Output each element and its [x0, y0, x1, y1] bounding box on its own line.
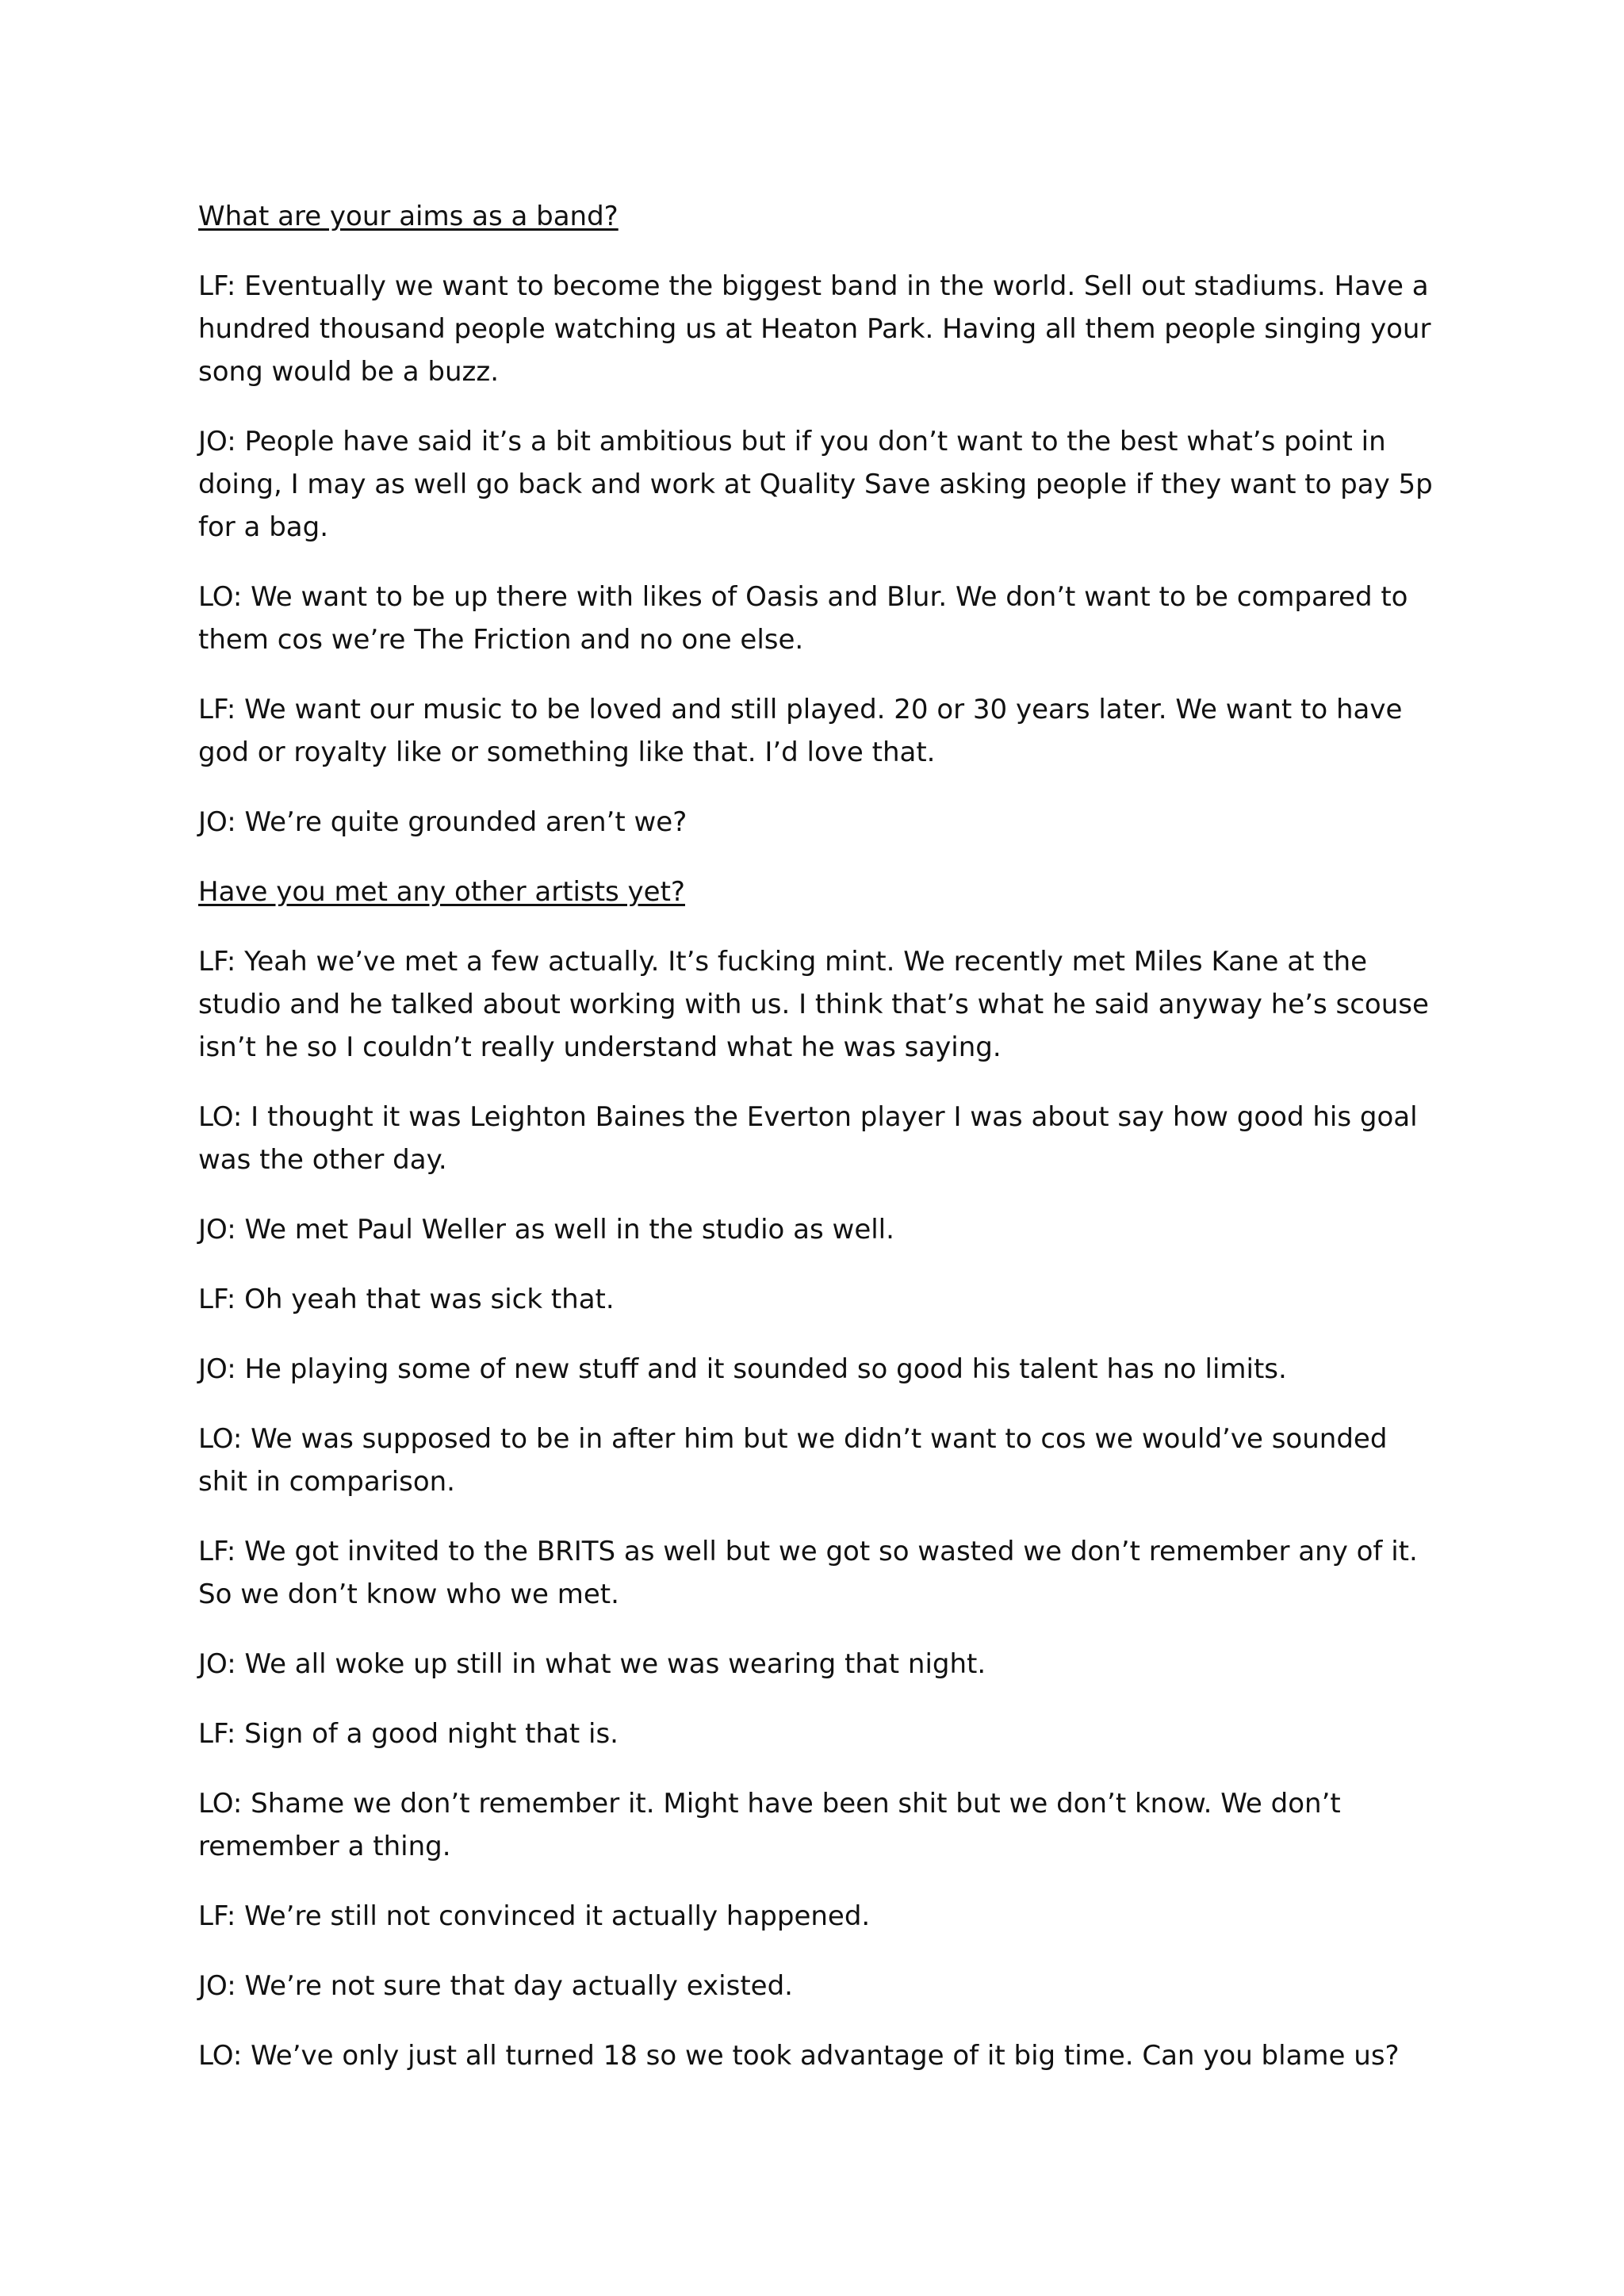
answer-paragraph: LO: We was supposed to be in after him but we didn’t want to cos we would’ve sounded shit in comparison.	[198, 1423, 1388, 1498]
answer-paragraph: LF: We want our music to be loved and still played. 20 or 30 years later. We want to have god or royalty like or something like that. I’d love that.	[198, 694, 1403, 768]
answer-paragraph: LF: Eventually we want to become the biggest band in the world. Sell out stadiums. Have a hundred thousand people watching us at Heaton Park. Having all them people singing your song would be a buzz.	[198, 270, 1431, 388]
answer-paragraph: JO: We’re not sure that day actually existed.	[198, 1970, 793, 2002]
question-heading-aims: What are your aims as a band?	[198, 201, 619, 232]
answer-paragraph: JO: He playing some of new stuff and it sounded so good his talent has no limits.	[198, 1353, 1287, 1385]
answer-paragraph: JO: People have said it’s a bit ambitious but if you don’t want to the best what’s point in doing, I may as well go back and work at Quality Save asking people if they want to pay 5p for a bag.	[198, 426, 1433, 543]
answer-paragraph: LF: We’re still not convinced it actually happened.	[198, 1900, 871, 1932]
answer-paragraph: LO: Shame we don’t remember it. Might have been shit but we don’t know. We don’t remember a thing.	[198, 1788, 1341, 1862]
answer-paragraph: LF: Yeah we’ve met a few actually. It’s fucking mint. We recently met Miles Kane at the studio and he talked about working with us. I think that’s what he said anyway he’s scouse isn’t he so I couldn’t really understand what he was saying.	[198, 946, 1429, 1063]
answer-paragraph: LO: I thought it was Leighton Baines the Everton player I was about say how good his goal was the other day.	[198, 1101, 1418, 1176]
answer-paragraph: JO: We met Paul Weller as well in the studio as well.	[198, 1214, 894, 1246]
answer-paragraph: LO: We want to be up there with likes of Oasis and Blur. We don’t want to be compared to them cos we’re The Friction and no one else.	[198, 581, 1408, 656]
question-heading-artists: Have you met any other artists yet?	[198, 876, 685, 908]
answer-paragraph: LO: We’ve only just all turned 18 so we took advantage of it big time. Can you blame us?	[198, 2040, 1400, 2072]
interview-transcript	[198, 195, 1443, 2104]
answer-paragraph: LF: We got invited to the BRITS as well but we got so wasted we don’t remember any of it. So we don’t know who we met.	[198, 1536, 1418, 1610]
answer-paragraph: LF: Oh yeah that was sick that.	[198, 1284, 615, 1315]
answer-paragraph: JO: We all woke up still in what we was wearing that night.	[198, 1648, 986, 1680]
answer-paragraph: JO: We’re quite grounded aren’t we?	[198, 806, 688, 838]
answer-paragraph: LF: Sign of a good night that is.	[198, 1718, 619, 1750]
